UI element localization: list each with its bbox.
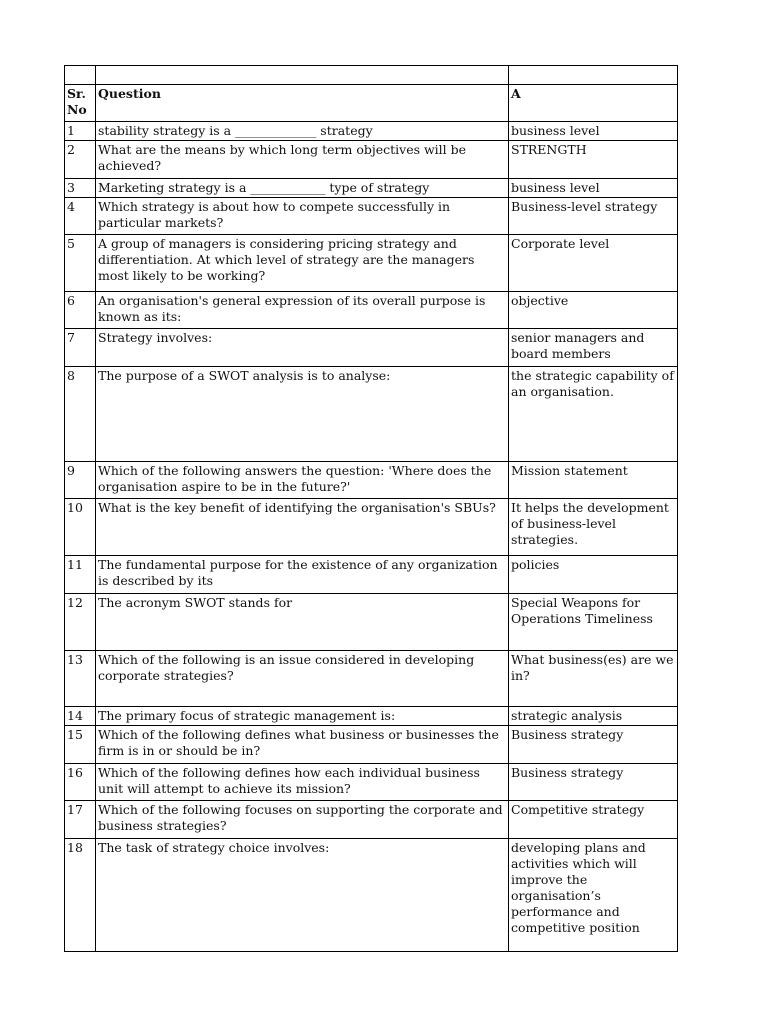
answer-cell: strategic analysis xyxy=(509,707,678,726)
question-cell: Which strategy is about how to compete successfully in particular markets? xyxy=(96,198,509,235)
header-answer: A xyxy=(509,85,678,122)
table-row xyxy=(65,292,678,329)
blank-cell xyxy=(65,66,96,85)
question-cell: A group of managers is considering pricing strategy and differentiation. At which level of strategy are the managers most likely to be working? xyxy=(96,235,509,292)
row-number: 2 xyxy=(65,141,96,179)
answer-cell: Corporate level xyxy=(509,235,678,292)
header-row xyxy=(65,85,678,122)
question-cell: What is the key benefit of identifying the organisation's SBUs? xyxy=(96,499,509,556)
row-number: 13 xyxy=(65,651,96,707)
table-row xyxy=(65,764,678,801)
row-number: 4 xyxy=(65,198,96,235)
table-row xyxy=(65,141,678,179)
row-number: 11 xyxy=(65,556,96,594)
table-row xyxy=(65,594,678,651)
question-cell: stability strategy is a _____________ strategy xyxy=(96,122,509,141)
table-row xyxy=(65,556,678,594)
table-row xyxy=(65,801,678,839)
answer-cell: Competitive strategy xyxy=(509,801,678,839)
answer-cell: Special Weapons for Operations Timeliness xyxy=(509,594,678,651)
row-number: 14 xyxy=(65,707,96,726)
row-number: 12 xyxy=(65,594,96,651)
table-row xyxy=(65,122,678,141)
answer-cell: business level xyxy=(509,179,678,198)
question-cell: The fundamental purpose for the existence of any organization is described by its xyxy=(96,556,509,594)
table-row xyxy=(65,499,678,556)
table-row xyxy=(65,462,678,499)
table-row xyxy=(65,179,678,198)
answer-cell: Business strategy xyxy=(509,726,678,764)
answer-cell: What business(es) are we in? xyxy=(509,651,678,707)
row-number: 5 xyxy=(65,235,96,292)
row-number: 1 xyxy=(65,122,96,141)
question-cell: The primary focus of strategic management is: xyxy=(96,707,509,726)
answer-cell: business level xyxy=(509,122,678,141)
blank-row xyxy=(65,66,678,85)
row-number: 17 xyxy=(65,801,96,839)
answer-cell: Mission statement xyxy=(509,462,678,499)
row-number: 10 xyxy=(65,499,96,556)
blank-cell xyxy=(96,66,509,85)
table-row xyxy=(65,329,678,367)
question-cell: The task of strategy choice involves: xyxy=(96,839,509,952)
question-cell: Marketing strategy is a ____________ type of strategy xyxy=(96,179,509,198)
answer-cell: senior managers and board members xyxy=(509,329,678,367)
row-number: 7 xyxy=(65,329,96,367)
table-row xyxy=(65,726,678,764)
answer-cell: objective xyxy=(509,292,678,329)
row-number: 15 xyxy=(65,726,96,764)
table-row xyxy=(65,707,678,726)
answer-cell: It helps the development of business-level strategies. xyxy=(509,499,678,556)
answer-cell: the strategic capability of an organisation. xyxy=(509,367,678,462)
answer-cell: Business-level strategy xyxy=(509,198,678,235)
table-row xyxy=(65,367,678,462)
answer-cell: STRENGTH xyxy=(509,141,678,179)
row-number: 16 xyxy=(65,764,96,801)
question-cell: The acronym SWOT stands for xyxy=(96,594,509,651)
answer-cell: policies xyxy=(509,556,678,594)
table-row xyxy=(65,235,678,292)
question-cell: Which of the following defines what business or businesses the firm is in or should be in? xyxy=(96,726,509,764)
row-number: 9 xyxy=(65,462,96,499)
question-cell: An organisation's general expression of its overall purpose is known as its: xyxy=(96,292,509,329)
question-cell: Which of the following defines how each individual business unit will attempt to achieve its mission? xyxy=(96,764,509,801)
header-question: Question xyxy=(96,85,509,122)
question-cell: What are the means by which long term objectives will be achieved? xyxy=(96,141,509,179)
table-row xyxy=(65,198,678,235)
row-number: 8 xyxy=(65,367,96,462)
header-sr-no: Sr. No xyxy=(65,85,96,122)
answer-cell: Business strategy xyxy=(509,764,678,801)
table-row xyxy=(65,839,678,952)
blank-cell xyxy=(509,66,678,85)
question-table xyxy=(64,65,678,952)
question-cell: Which of the following is an issue considered in developing corporate strategies? xyxy=(96,651,509,707)
row-number: 6 xyxy=(65,292,96,329)
answer-cell: developing plans and activities which will improve the organisation’s performance and competitive position xyxy=(509,839,678,952)
row-number: 18 xyxy=(65,839,96,952)
question-cell: Which of the following focuses on supporting the corporate and business strategies? xyxy=(96,801,509,839)
question-cell: Strategy involves: xyxy=(96,329,509,367)
row-number: 3 xyxy=(65,179,96,198)
question-cell: The purpose of a SWOT analysis is to analyse: xyxy=(96,367,509,462)
question-cell: Which of the following answers the question: 'Where does the organisation aspire to be in the future?' xyxy=(96,462,509,499)
table-row xyxy=(65,651,678,707)
